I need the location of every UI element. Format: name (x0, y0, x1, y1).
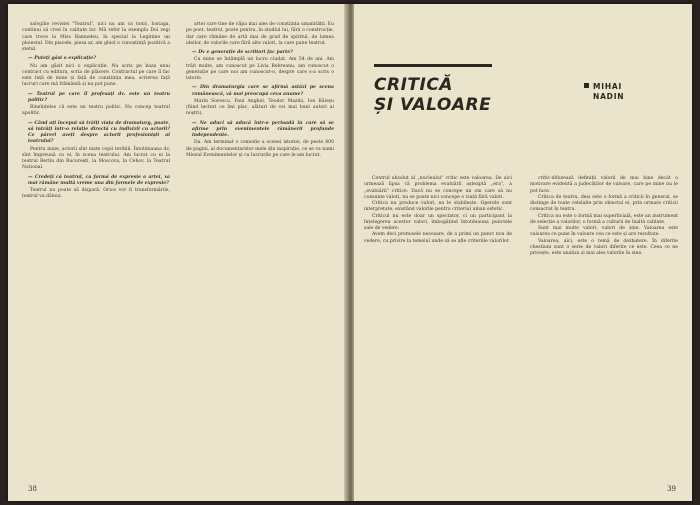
magazine-spread (8, 4, 692, 501)
right-page (354, 4, 692, 501)
paragraph: Pentru mine, actorii sînt niște copii teribili. Întotdeauna dv, sînt împreună cu ei, în scena teatrului. Am lucrat cu ei la teatrul Berlin din București, la Moscova, la Cehov, la Teatrul Național. (22, 146, 170, 171)
square-bullet-icon (584, 83, 589, 88)
title-line-2: ȘI VALOARE (374, 95, 492, 115)
interview-question: — Teatrul pe care îl profesați dv. este un teatru politic? (22, 92, 170, 105)
author-first-name: MIHAI (593, 82, 623, 91)
article-title (374, 64, 492, 115)
paragraph: Da. Am terminat o comedie a scenei istoriei, de peste 800 de pagini, al documentarelor mele din inspirație, ce se va numi Miezul Evenimentelor și cu lucrurile pe care le-am lucrat. (186, 140, 334, 158)
paragraph: Criticul nu este doar un spectator, ci un participant la înțelegerea acestor valori, îmbogățind întotdeauna punctele sale de vedere. (364, 213, 512, 231)
author-last-name: NADIN (593, 92, 625, 101)
right-column-1 (364, 176, 512, 245)
paragraph: critic-difuzează definiții valorii de mai bine decât o motivare evidentă a judecăților de valoare, care pe mine nu le pot face. (530, 176, 678, 194)
interview-question: — Când ați început să trăiți viața de dramaturg, poate, să intrăți într-o relație directă cu indivizii cu actorii? Ce păreri aveți despre actorii profesioniști ai teatrului? (22, 121, 170, 146)
paragraph: Nu am găsit nici o explicație. Nu scris pe baza unui contract cu editura, scria de plăcere. Contractul pe care îl fac este față de mine și față de conștiința mea, scrierea față lucruri care mă frământă și nu pot pune. (22, 63, 170, 88)
left-page (8, 4, 346, 501)
paragraph: Cu mine se întâmplă un lucru ciudat. Am 54 de ani. Am trăit multe, am cunoscut pe Livia Rebreanu, am cunoscut o generație pe care noi am cunoscut-o, despre care s-a scris o istorie. (186, 57, 334, 81)
interview-question: — Puteți găsi o explicație? (22, 56, 170, 62)
paragraph: Centrul absolut al „nucleului" critic este valoarea. De aici urmează lipsa că problema evaluării așteaptă „era", a „evaluării" critice. Dacă nu se concepe un om care să nu consume valori, nu se poate nici concepe o viață fără valori. (364, 176, 512, 200)
right-column-2 (530, 176, 678, 257)
interview-question: — Ne aduci să aducă într-o perioadă în care să se afirme prin evenimentele rămânerii profunde independente. (186, 121, 334, 140)
paragraph: Marin Sorescu, Paul Anghel, Teodor Mazilu, Ion Băieșu (fiind lecturi ce îmi plac, alături de cei mai buni autori ai noștri). (186, 98, 334, 117)
page-number-left: 38 (28, 485, 37, 493)
left-column-2 (186, 22, 334, 159)
paragraph: salvgilie revistei "Teatrul", nici nu am ca tonic, lostaga, continui să cred în calitate lor. Mă refer la exemplu Doi zegi care trece la Miss Bamneleu, în special la Legitime un ploiestul. Din piacele, piesa ar, am ghiol o cunoștință pozitivă a stetul. (22, 22, 170, 52)
paragraph: artei care tine de clipa mai ales de conștiința umanității. Eu pe poet, teatrul, poate pentru, în studiul lui, fără o construcție, dar care rămâne de artă mai de grad de spiritul, de lumea ideilor, de valorile care fără alte valori, la care pune teatrul. (186, 22, 334, 46)
interview-question: — Din dramaturgia care se afirmă astăzi pe scena românească, vă mai preocupă ceva anume? (186, 85, 334, 98)
paragraph: Teatrul nu poate să dispară. Orice vor fi transformările, teatrul va dăinui. (22, 188, 170, 200)
page-number-right: 39 (667, 485, 676, 493)
title-rule (374, 64, 492, 67)
article-author (584, 82, 624, 102)
paragraph: Bineînțeles că este un teatru politic. Nu concep teatrul apolitic. (22, 105, 170, 117)
left-column-1 (22, 22, 170, 201)
interview-question: — Dv e generație de scriitori fac parte? (186, 50, 334, 56)
paragraph: Critica nu este o formă mai superficială, este un instrument de selecție a valorilor, o formă a culturii de înaltă calitate. (530, 213, 678, 225)
paragraph: Critica nu produce valori, ea le stabilește. Operele sunt interpretate, existând valorile pentru criteriul uman estetic. (364, 201, 512, 213)
paragraph: Sunt mai multe valori, valori de sine. Valoarea este valoarea ce pune în valoare cea ce este și are rezultate. (530, 226, 678, 238)
interview-question: — Credeți că teatrul, ca formă de expresie a artei, va mai rămâne multă vreme una din formele de expresie? (22, 175, 170, 188)
title-line-1: CRITICĂ (374, 75, 453, 95)
paragraph: Critica de teatru, deși este o formă a criticii în general, se distinge de toate celelalte prin obiectul ei, prin urmare criticii consacrat în teatru. (530, 194, 678, 213)
paragraph: Valoarea, aici, este o temă de dezbatere. În diferite chestiuni sunt o serie de valori diferite ce este. Ceea ce ne privește, este analiza și mai ales valorile în sine. (530, 238, 678, 256)
paragraph: Avem deci premisele necesare, de a primi un punct nou de vedere, cu privire la temeiul unde să se afle criteriile valorilor. (364, 232, 512, 244)
